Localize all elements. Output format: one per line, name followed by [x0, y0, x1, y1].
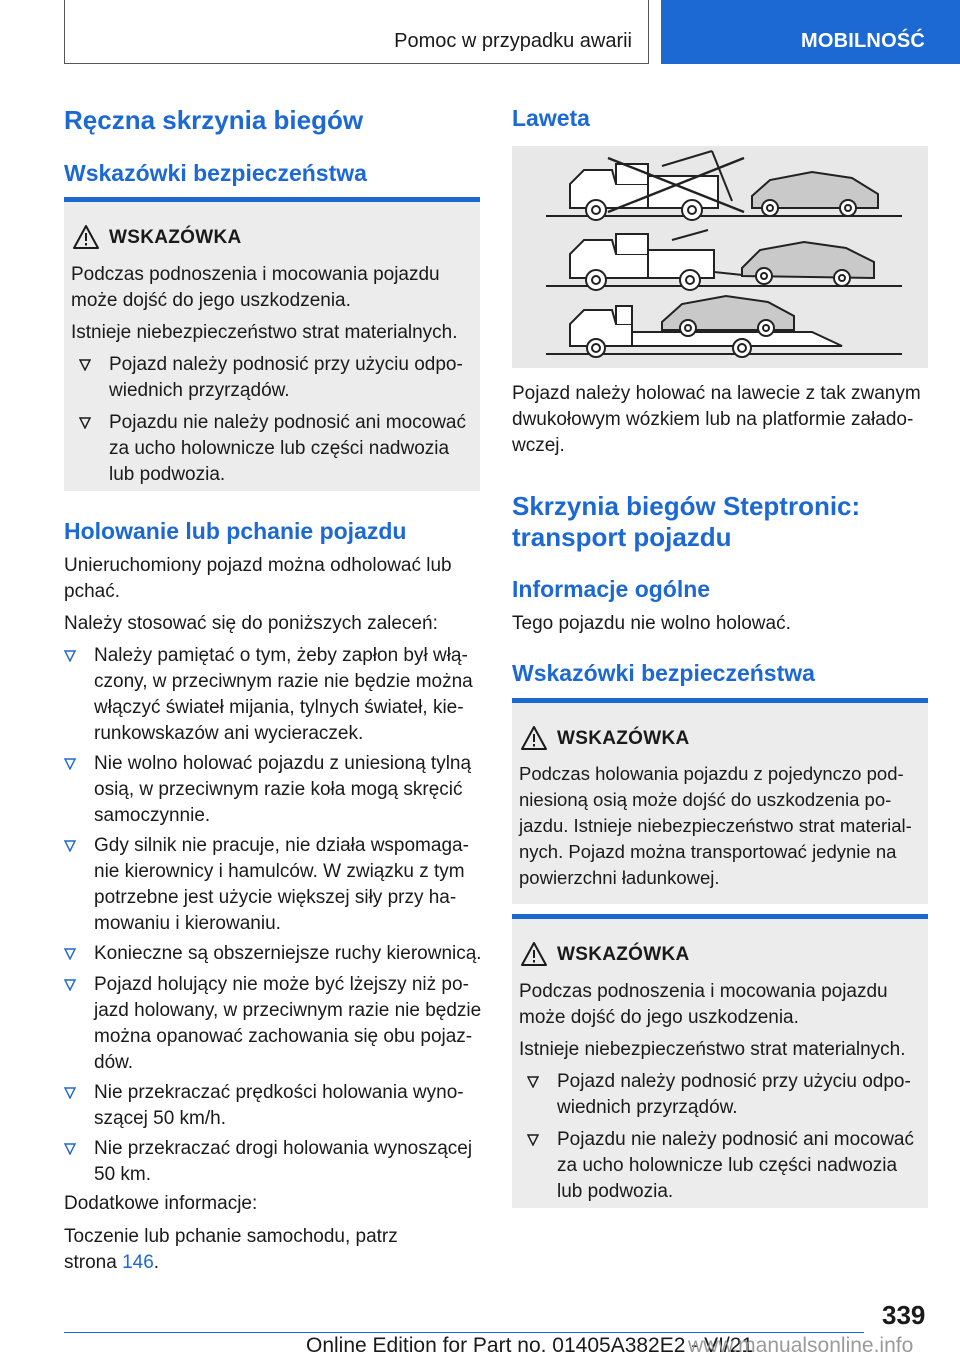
towing-rule-line: włączyć świateł mijania, tylnych świateł, kie- — [94, 697, 464, 718]
illustration-caption-line: Pojazd należy holować na lawecie z tak zwanym — [512, 383, 921, 404]
bullet-line: wiednich przyrządów. — [557, 1097, 738, 1118]
warning-box-lifting — [64, 197, 480, 491]
warning-label: WSKAZÓWKA — [557, 728, 690, 749]
heading-steptronic-cont: transport pojazdu — [512, 522, 732, 552]
towing-rule-line: Konieczne są obszerniejsze ruchy kierownicą. — [94, 943, 482, 964]
illustration-caption-line: wczej. — [512, 435, 565, 456]
bullet-triangle-icon — [79, 417, 91, 429]
reference-end: . — [153, 1252, 160, 1273]
heading-safety-notes: Wskazówki bezpieczeństwa — [64, 160, 367, 186]
warning-text-line: Podczas holowania pojazdu z pojedynczo pod- — [519, 763, 904, 784]
bullet-line: Pojazdu nie należy podnosić ani mocować — [109, 412, 466, 433]
warning-text-line: Podczas podnoszenia i mocowania pojazdu — [519, 981, 888, 1002]
warning-label: WSKAZÓWKA — [109, 227, 242, 248]
header-section-box — [64, 0, 649, 64]
towing-rule-line: mowaniu i kierowaniu. — [94, 913, 281, 934]
warning-triangle-icon — [72, 224, 100, 250]
warning-text-line: może dojść do jego uszkodzenia. — [519, 1007, 799, 1028]
towing-methods-image — [512, 146, 928, 368]
bullet-line: wiednich przyrządów. — [109, 380, 290, 401]
bullet-triangle-icon — [64, 758, 76, 770]
towing-rule-line: osią, w przeciwnym razie koła mogą skręcić — [94, 779, 463, 800]
warning-text-line: może dojść do jego uszkodzenia. — [71, 290, 351, 311]
towing-rule-line: czony, w przeciwnym razie nie będzie można — [94, 671, 473, 692]
heading-towing-pushing: Holowanie lub pchanie pojazdu — [64, 518, 407, 544]
towing-rule-line: Pojazd holujący nie może być lżejszy niż po- — [94, 974, 469, 995]
header-chapter-label: MOBILNOŚĆ — [801, 30, 926, 52]
tow-truck-illustration — [512, 146, 928, 368]
bullet-triangle-icon — [64, 650, 76, 662]
paragraph-line: Należy stosować się do poniższych zaleceń: — [64, 613, 438, 634]
footer-edition: Online Edition for Part no. 01405A382E2 - VI/21 — [306, 1334, 754, 1357]
towing-rule-line: runkowskazów ani wycieraczek. — [94, 723, 364, 744]
warning-text-line: Istnieje niebezpieczeństwo strat materialnych. — [71, 322, 458, 343]
warning-text-line: nych. Pojazd można transportować jedynie na — [519, 841, 897, 862]
bullet-line: lub podwozia. — [109, 464, 226, 485]
heading-general-info: Informacje ogólne — [512, 576, 711, 602]
towing-rule-line: Nie przekraczać prędkości holowania wyno- — [94, 1082, 464, 1103]
bullet-line: za ucho holownicze lub części nadwozia — [109, 438, 450, 459]
towing-rule-line: Należy pamiętać o tym, żeby zapłon był włą- — [94, 645, 468, 666]
heading-steptronic: Skrzynia biegów Steptronic: — [512, 491, 861, 521]
bullet-triangle-icon — [527, 1134, 539, 1146]
warning-triangle-icon — [520, 941, 548, 967]
warning-text-line: jazdu. Istnieje niebezpieczeństwo strat material- — [519, 815, 912, 836]
heading-laweta: Laweta — [512, 105, 590, 131]
heading-safety-notes-2: Wskazówki bezpieczeństwa — [512, 660, 815, 686]
warning-triangle-icon — [520, 725, 548, 751]
paragraph-line: pchać. — [64, 581, 120, 602]
reference-line: Toczenie lub pchanie samochodu, patrz — [64, 1226, 398, 1247]
towing-rule-line: szącej 50 km/h. — [94, 1108, 226, 1129]
warning-text-line: niesioną osią może dojść do uszkodzenia po- — [519, 789, 892, 810]
warning-text-line: Istnieje niebezpieczeństwo strat materialnych. — [519, 1039, 906, 1060]
towing-rule-line: 50 km. — [94, 1164, 152, 1185]
page-reference-link[interactable]: 146 — [122, 1252, 154, 1273]
towing-rule-line: Gdy silnik nie pracuje, nie działa wspomaga- — [94, 835, 469, 856]
header-section-title: Pomoc w przypadku awarii — [394, 30, 632, 52]
bullet-triangle-icon — [64, 840, 76, 852]
towing-rule-line: Nie przekraczać drogi holowania wynoszącej — [94, 1138, 473, 1159]
more-info-label: Dodatkowe informacje: — [64, 1193, 258, 1214]
footer-divider — [64, 1332, 864, 1333]
towing-rule-line: jazd holowany, w przeciwnym razie nie będzie — [94, 1000, 482, 1021]
warning-box-single-axle — [512, 698, 928, 904]
bullet-line: lub podwozia. — [557, 1181, 674, 1202]
warning-label: WSKAZÓWKA — [557, 944, 690, 965]
footer-watermark: www.manualsonline.info — [688, 1334, 914, 1357]
towing-rule-line: nie kierownicy i hamulców. W związku z tym — [94, 861, 465, 882]
page-number: 339 — [882, 1300, 926, 1330]
reference-line — [64, 1250, 159, 1276]
bullet-line: Pojazdu nie należy podnosić ani mocować — [557, 1129, 914, 1150]
bullet-line: za ucho holownicze lub części nadwozia — [557, 1155, 898, 1176]
towing-rule-line: Nie wolno holować pojazdu z uniesioną tylną — [94, 753, 472, 774]
warning-text-line: Podczas podnoszenia i mocowania pojazdu — [71, 264, 440, 285]
general-info-text: Tego pojazdu nie wolno holować. — [512, 613, 791, 634]
bullet-line: Pojazd należy podnosić przy użyciu odpo- — [557, 1071, 911, 1092]
paragraph-line: Unieruchomiony pojazd można odholować lub — [64, 555, 452, 576]
bullet-triangle-icon — [64, 979, 76, 991]
bullet-triangle-icon — [527, 1076, 539, 1088]
illustration-caption-line: dwukołowym wózkiem lub na platformie załado- — [512, 409, 914, 430]
towing-rule-line: samoczynnie. — [94, 805, 211, 826]
reference-prefix: strona — [64, 1252, 123, 1273]
page-title-manual-gearbox: Ręczna skrzynia biegów — [64, 105, 364, 135]
warning-box-lifting-2 — [512, 914, 928, 1208]
bullet-triangle-icon — [64, 948, 76, 960]
bullet-line: Pojazd należy podnosić przy użyciu odpo- — [109, 354, 463, 375]
bullet-triangle-icon — [64, 1143, 76, 1155]
bullet-triangle-icon — [64, 1087, 76, 1099]
towing-rule-line: można opanować zachowania się obu pojaz- — [94, 1026, 473, 1047]
header-chapter-tab[interactable] — [661, 0, 960, 64]
warning-text-line: powierzchni ładunkowej. — [519, 867, 720, 888]
towing-rule-line: dów. — [94, 1052, 134, 1073]
towing-rule-line: potrzebne jest użycie większej siły przy ha- — [94, 887, 457, 908]
bullet-triangle-icon — [79, 359, 91, 371]
